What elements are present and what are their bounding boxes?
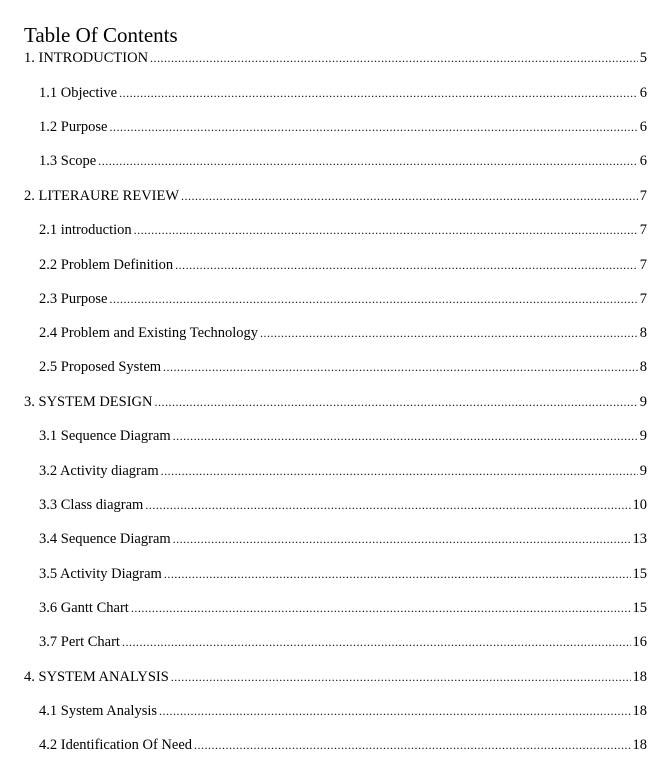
toc-entry[interactable]: [0, 83, 664, 103]
toc-entry-leader: [173, 426, 638, 446]
toc-entry[interactable]: [0, 461, 664, 481]
toc-entry-page: 16: [632, 634, 647, 650]
toc-entry[interactable]: [0, 220, 664, 240]
toc-entry-leader: [194, 735, 630, 755]
toc-entry-page: 10: [632, 497, 647, 513]
toc-entry-leader: [109, 289, 637, 309]
toc-entry-leader: [109, 117, 637, 137]
toc-entry-leader: [181, 186, 638, 206]
toc-entry-label: 3.2 Activity diagram: [39, 463, 159, 479]
toc-entry-page: 9: [639, 428, 647, 444]
toc-entry[interactable]: [0, 357, 664, 377]
toc-entry-page: 7: [639, 257, 647, 273]
toc-entry[interactable]: [0, 323, 664, 343]
toc-entry-page: 7: [639, 291, 647, 307]
toc-entry-leader: [159, 701, 630, 721]
toc-entry-label: 2.1 introduction: [39, 222, 132, 238]
toc-entry-page: 18: [632, 737, 647, 753]
toc-entry-label: 1.3 Scope: [39, 153, 97, 169]
toc-entry-label: 3.4 Sequence Diagram: [39, 531, 171, 547]
toc-entry-label: 3.5 Activity Diagram: [39, 566, 162, 582]
toc-entry[interactable]: [0, 735, 664, 755]
toc-entry-label: 2.3 Purpose: [39, 291, 108, 307]
toc-entry-label: 3.6 Gantt Chart: [39, 600, 129, 616]
toc-entry[interactable]: [0, 667, 664, 687]
toc-entry[interactable]: [0, 117, 664, 137]
toc-entry-leader: [145, 495, 630, 515]
toc-entry-label: 3.7 Pert Chart: [39, 634, 120, 650]
toc-entry[interactable]: [0, 701, 664, 721]
toc-entry-leader: [171, 667, 631, 687]
toc-entry[interactable]: [0, 564, 664, 584]
toc-entry[interactable]: [0, 632, 664, 652]
toc-entry[interactable]: [0, 151, 664, 171]
toc-entry[interactable]: [0, 48, 664, 68]
toc-entry-label: 3.3 Class diagram: [39, 497, 144, 513]
toc-entry-leader: [175, 255, 638, 275]
toc-entry-label: 1.1 Objective: [39, 85, 118, 101]
toc-title: Table Of Contents: [24, 23, 178, 47]
toc-entry[interactable]: [0, 255, 664, 275]
toc-entry-leader: [98, 151, 638, 171]
toc-entry[interactable]: [0, 529, 664, 549]
toc-entry[interactable]: [0, 289, 664, 309]
toc-entry-leader: [161, 461, 638, 481]
toc-entry-label: 3. SYSTEM DESIGN: [24, 394, 153, 410]
toc-entry-leader: [119, 83, 638, 103]
toc-entry-label: 4. SYSTEM ANALYSIS: [24, 669, 169, 685]
toc-entry-page: 18: [632, 703, 647, 719]
toc-entry-leader: [122, 632, 631, 652]
toc-entry-page: 9: [639, 394, 647, 410]
toc-entry[interactable]: [0, 598, 664, 618]
toc-entry-page: 6: [639, 85, 647, 101]
toc-entry-label: 4.2 Identification Of Need: [39, 737, 193, 753]
toc-entry-page: 8: [639, 359, 647, 375]
toc-entry-leader: [260, 323, 638, 343]
toc-entry-page: 15: [632, 600, 647, 616]
toc-entry-leader: [164, 564, 631, 584]
toc-entry-leader: [150, 48, 638, 68]
toc-entry-page: 15: [632, 566, 647, 582]
toc-entry-page: 8: [639, 325, 647, 341]
toc-entry-page: 13: [632, 531, 647, 547]
toc-entry-label: 1.2 Purpose: [39, 119, 108, 135]
toc-entry-page: 6: [639, 153, 647, 169]
toc-entry-page: 7: [639, 222, 647, 238]
toc-entry[interactable]: [0, 392, 664, 412]
toc-entry-label: 2.2 Problem Definition: [39, 257, 174, 273]
toc-entry-label: 4.1 System Analysis: [39, 703, 158, 719]
toc-entry-leader: [134, 220, 638, 240]
toc-entry[interactable]: [0, 495, 664, 515]
toc-entry-leader: [163, 357, 638, 377]
toc-entry[interactable]: [0, 426, 664, 446]
toc-entry[interactable]: [0, 186, 664, 206]
toc-entry-page: 18: [632, 669, 647, 685]
toc-entry-leader: [173, 529, 631, 549]
toc-entry-leader: [131, 598, 631, 618]
toc-entry-label: 3.1 Sequence Diagram: [39, 428, 171, 444]
toc-entry-page: 7: [639, 188, 647, 204]
toc-entry-page: 6: [639, 119, 647, 135]
toc-entry-label: 1. INTRODUCTION: [24, 50, 149, 66]
toc-entry-page: 5: [639, 50, 647, 66]
toc-entry-label: 2.5 Proposed System: [39, 359, 162, 375]
toc-entry-label: 2.4 Problem and Existing Technology: [39, 325, 259, 341]
toc-entry-label: 2. LITERAURE REVIEW: [24, 188, 180, 204]
toc-entry-leader: [155, 392, 638, 412]
toc-entry-page: 9: [639, 463, 647, 479]
